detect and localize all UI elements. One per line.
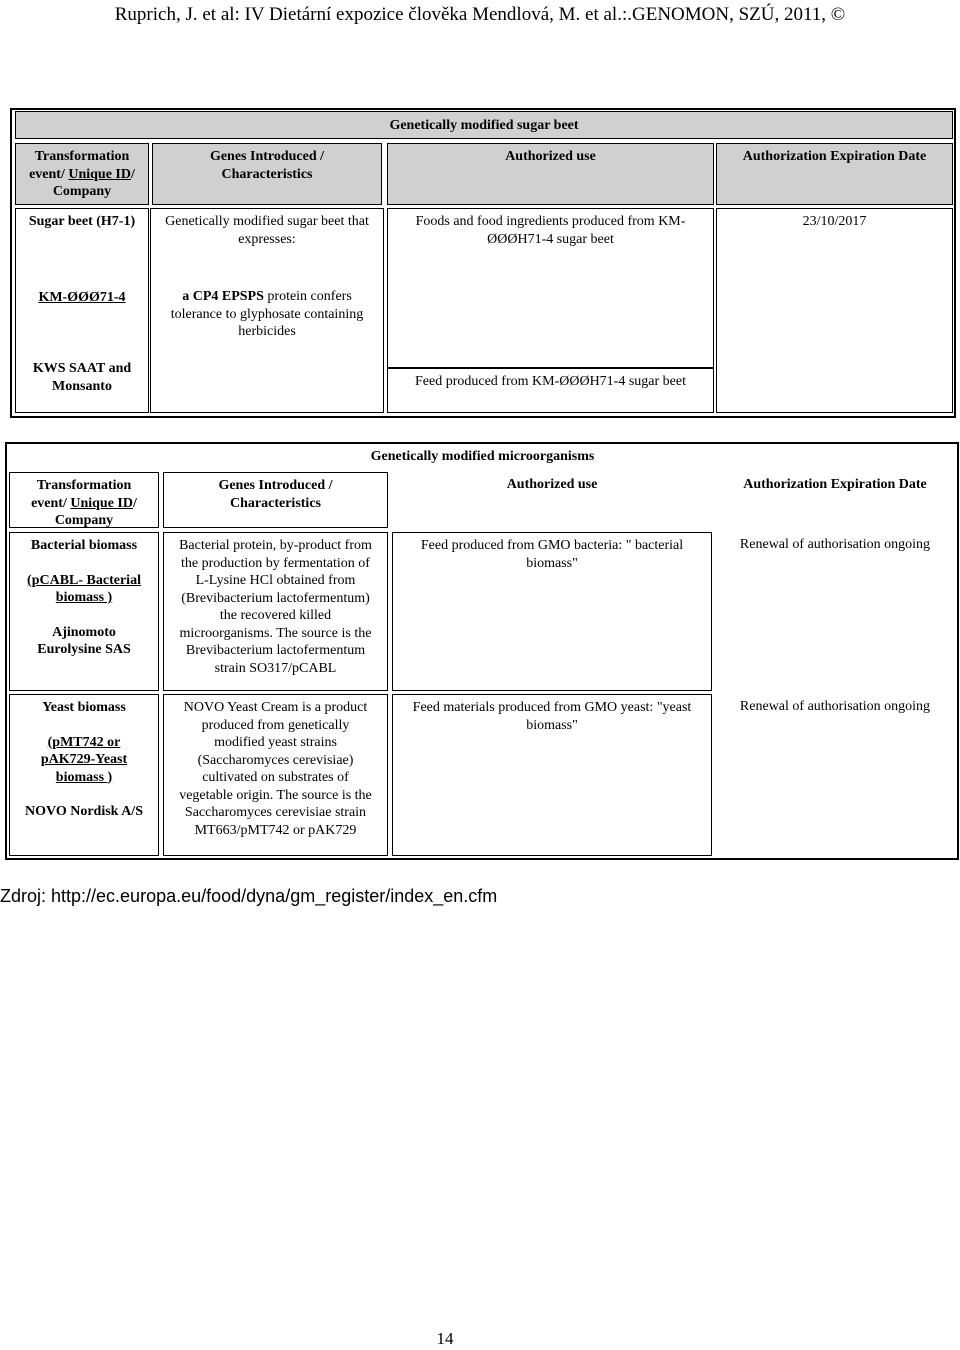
header-expiry-text: Authorization Expiration Date — [743, 477, 927, 492]
row-name: Yeast biomass — [42, 700, 126, 715]
row-name: Bacterial biomass — [30, 538, 138, 553]
row-unique-id: (pMT742 or pAK729-Yeast biomass ) — [40, 734, 128, 785]
table-row-yeast-use — [392, 694, 712, 856]
header-event-line2: event/ Unique ID/ — [31, 495, 137, 511]
column-header-event — [9, 472, 159, 528]
header-event-line1: Transformation — [36, 478, 132, 493]
expiry-text: 23/10/2017 — [802, 214, 867, 229]
row-company: NOVO Nordisk A/S — [25, 804, 143, 819]
genes-cell — [150, 208, 384, 413]
genes-line1: Genetically modified sugar beet that expresses: — [165, 214, 369, 247]
table-row-bacterial-genes — [163, 532, 388, 691]
header-expiry-text: Authorization Expiration Date — [742, 149, 927, 164]
header-event-line3: Company — [52, 184, 112, 199]
table-title-text: Genetically modified sugar beet — [389, 118, 579, 133]
column-header-use — [392, 472, 712, 528]
column-header-event — [15, 143, 149, 205]
event-name: Sugar beet (H7-1) — [28, 214, 136, 229]
row-use-text: Feed materials produced from GMO yeast: "yeast biomass" — [412, 700, 692, 733]
header-use-text: Authorized use — [505, 149, 596, 164]
event-cell — [15, 208, 149, 413]
header-genes-text: Genes Introduced / Characteristics — [209, 149, 325, 182]
unique-id-label: Unique ID — [70, 495, 133, 511]
genes-protein-name: a CP4 EPSPS — [182, 289, 264, 304]
row-expiry-text: Renewal of authorisation ongoing — [739, 699, 931, 714]
row-use-text: Feed produced from GMO bacteria: " bacterial biomass" — [420, 538, 684, 571]
use-food-cell — [387, 208, 714, 368]
table-row-yeast-genes — [163, 694, 388, 856]
column-header-genes — [163, 472, 388, 528]
table-title-text: Genetically modified microorganisms — [370, 449, 595, 464]
row-genes-text: NOVO Yeast Cream is a product produced from genetically modified yeast strains (Saccharomyces cerevisiae) cultivated on substrates of vegetable origin. The source is the Saccharomyces cerevisiae strain MT663/pMT742 or pAK729 — [179, 700, 372, 838]
column-header-use — [387, 143, 714, 205]
genes-line2: a CP4 EPSPS protein confers tolerance to glyphosate containing herbicides — [170, 289, 364, 339]
row-company: Ajinomoto Eurolysine SAS — [37, 624, 131, 657]
column-header-expiry — [712, 472, 958, 528]
table-row-bacterial-use — [392, 532, 712, 691]
page-header: Ruprich, J. et al: IV Dietární expozice člověka Mendlová, M. et al.:.GENOMON, SZÚ, 2011, © — [114, 4, 846, 25]
header-event-line3: Company — [54, 513, 114, 528]
event-unique-id: KM-ØØØ71-4 — [38, 289, 126, 305]
source-citation: Zdroj: http://ec.europa.eu/food/dyna/gm_register/index_en.cfm — [0, 886, 498, 906]
table-row-yeast-event — [9, 694, 159, 856]
event-company: KWS SAAT and Monsanto — [32, 361, 132, 394]
row-genes-text: Bacterial protein, by-product from the production by fermentation of L-Lysine HCl obtained from (Brevibacterium lactofermentum) the recovered killed microorganisms. The source is the Brevibacterium lactofermentum strain SO317/pCABL — [179, 538, 372, 676]
table-row-bacterial-expiry — [712, 532, 958, 691]
use-feed-cell — [387, 368, 714, 413]
header-event-line2: event/ Unique ID/ — [29, 166, 135, 182]
sugar-beet-table-title — [15, 111, 953, 139]
microorganisms-table-title — [10, 446, 955, 468]
column-header-expiry — [716, 143, 953, 205]
header-event-line1: Transformation — [34, 149, 130, 164]
row-expiry-text: Renewal of authorisation ongoing — [739, 537, 931, 552]
use-feed-text: Feed produced from KM-ØØØH71-4 sugar beet — [415, 374, 686, 389]
expiry-cell — [716, 208, 953, 413]
table-row-bacterial-event — [9, 532, 159, 691]
row-unique-id: (pCABL- Bacterial biomass ) — [27, 572, 141, 605]
page-number: 14 — [436, 1329, 454, 1348]
table-row-yeast-expiry — [712, 694, 958, 856]
unique-id-label: Unique ID — [68, 166, 131, 182]
header-use-text: Authorized use — [506, 477, 598, 492]
column-header-genes — [152, 143, 382, 205]
header-genes-text: Genes Introduced / Characteristics — [218, 478, 333, 511]
use-food-text: Foods and food ingredients produced from KM-ØØØH71-4 sugar beet — [415, 214, 686, 247]
